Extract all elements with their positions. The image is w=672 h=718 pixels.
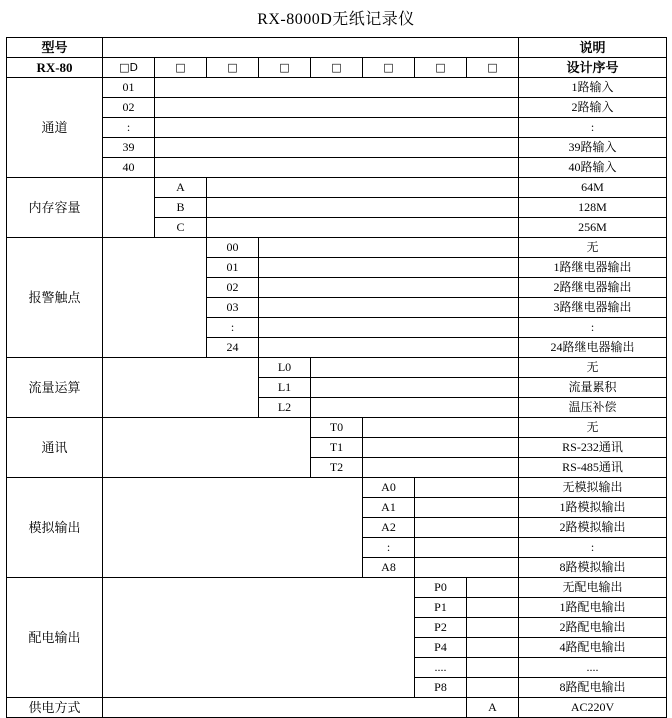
code-cell: L2 (259, 398, 311, 418)
code-cell: A (467, 698, 519, 718)
spacer-cell (207, 198, 519, 218)
table-row (7, 118, 667, 138)
code-cell: : (207, 318, 259, 338)
code-cell: P4 (415, 638, 467, 658)
code-cell: T0 (311, 418, 363, 438)
code-box-1: □D (103, 58, 155, 78)
spacer-cell (259, 338, 519, 358)
spacer-cell (155, 138, 519, 158)
spacer-cell (311, 358, 519, 378)
spacer-cell (103, 178, 155, 238)
desc-cell: 8路模拟输出 (519, 558, 667, 578)
code-box-8: □ (467, 58, 519, 78)
code-cell: T1 (311, 438, 363, 458)
spacer-cell (103, 478, 363, 578)
spacer-cell (415, 538, 519, 558)
desc-cell: 24路继电器输出 (519, 338, 667, 358)
section-label-flow: 流量运算 (7, 358, 103, 418)
desc-cell: 3路继电器输出 (519, 298, 667, 318)
table-row (7, 98, 667, 118)
section-label-power-supply: 供电方式 (7, 698, 103, 718)
spacer-cell (363, 438, 519, 458)
desc-cell: 4路配电输出 (519, 638, 667, 658)
section-label-power-dist: 配电输出 (7, 578, 103, 698)
table-row (7, 418, 667, 438)
code-cell: 40 (103, 158, 155, 178)
spacer-cell (207, 218, 519, 238)
section-label-memory: 内存容量 (7, 178, 103, 238)
table-row (7, 578, 667, 598)
table-header-row (7, 38, 667, 58)
code-cell: P2 (415, 618, 467, 638)
code-cell: 01 (207, 258, 259, 278)
table-row (7, 78, 667, 98)
spacer-cell (467, 618, 519, 638)
desc-cell: : (519, 318, 667, 338)
model-value: RX-80 (7, 58, 103, 78)
spacer-cell (311, 398, 519, 418)
desc-cell: 1路输入 (519, 78, 667, 98)
table-row (7, 478, 667, 498)
section-label-alarm: 报警触点 (7, 238, 103, 358)
spacer-cell (311, 378, 519, 398)
spacer-cell (415, 498, 519, 518)
desc-cell: : (519, 538, 667, 558)
spacer-cell (259, 238, 519, 258)
desc-cell: 无 (519, 238, 667, 258)
spacer-cell (363, 418, 519, 438)
desc-cell: 1路继电器输出 (519, 258, 667, 278)
table-row (7, 698, 667, 718)
desc-cell: 2路配电输出 (519, 618, 667, 638)
code-cell: B (155, 198, 207, 218)
code-box-3: □ (207, 58, 259, 78)
code-cell: L1 (259, 378, 311, 398)
code-cell: P8 (415, 678, 467, 698)
section-label-channel: 通道 (7, 78, 103, 178)
desc-cell: 2路继电器输出 (519, 278, 667, 298)
code-cell: 01 (103, 78, 155, 98)
code-cell: P1 (415, 598, 467, 618)
table-code-row (7, 58, 667, 78)
desc-cell: 无配电输出 (519, 578, 667, 598)
desc-cell: 流量累积 (519, 378, 667, 398)
desc-cell: : (519, 118, 667, 138)
code-cell: 02 (103, 98, 155, 118)
section-label-comm: 通讯 (7, 418, 103, 478)
spacer-cell (467, 638, 519, 658)
spacer-cell (103, 418, 311, 478)
desc-cell: 8路配电输出 (519, 678, 667, 698)
desc-cell: 无模拟输出 (519, 478, 667, 498)
table-row (7, 138, 667, 158)
spacer-cell (259, 298, 519, 318)
code-cell: C (155, 218, 207, 238)
code-cell: T2 (311, 458, 363, 478)
desc-cell: 温压补偿 (519, 398, 667, 418)
header-blank-span (103, 38, 519, 58)
design-seq-label: 设计序号 (519, 58, 667, 78)
header-model-label: 型号 (7, 38, 103, 58)
code-cell: A8 (363, 558, 415, 578)
code-cell: A (155, 178, 207, 198)
code-box-5: □ (311, 58, 363, 78)
code-cell: 02 (207, 278, 259, 298)
code-box-2: □ (155, 58, 207, 78)
code-cell: L0 (259, 358, 311, 378)
code-cell: A0 (363, 478, 415, 498)
desc-cell: AC220V (519, 698, 667, 718)
spacer-cell (259, 318, 519, 338)
desc-cell: 40路输入 (519, 158, 667, 178)
desc-cell: RS-232通讯 (519, 438, 667, 458)
code-cell: A1 (363, 498, 415, 518)
spacer-cell (155, 118, 519, 138)
code-box-4: □ (259, 58, 311, 78)
spacer-cell (415, 558, 519, 578)
code-cell: P0 (415, 578, 467, 598)
page-title: RX-8000D无纸记录仪 (257, 11, 415, 28)
code-cell: A2 (363, 518, 415, 538)
code-cell: 39 (103, 138, 155, 158)
spacer-cell (363, 458, 519, 478)
spacer-cell (103, 238, 207, 358)
spacer-cell (259, 278, 519, 298)
code-box-6: □ (363, 58, 415, 78)
desc-cell: 无 (519, 358, 667, 378)
code-cell: 00 (207, 238, 259, 258)
desc-cell: 无 (519, 418, 667, 438)
code-cell: 24 (207, 338, 259, 358)
code-box-7: □ (415, 58, 467, 78)
desc-cell: 256M (519, 218, 667, 238)
desc-cell: 2路模拟输出 (519, 518, 667, 538)
spacer-cell (467, 658, 519, 678)
desc-cell: 1路模拟输出 (519, 498, 667, 518)
spacer-cell (467, 578, 519, 598)
desc-cell: 64M (519, 178, 667, 198)
spacer-cell (103, 358, 259, 418)
table-row (7, 238, 667, 258)
spacer-cell (155, 78, 519, 98)
code-cell: 03 (207, 298, 259, 318)
table-row (7, 358, 667, 378)
desc-cell: 128M (519, 198, 667, 218)
desc-cell: 2路输入 (519, 98, 667, 118)
model-code-table (6, 37, 667, 718)
table-row (7, 178, 667, 198)
table-row (7, 158, 667, 178)
desc-cell: 39路输入 (519, 138, 667, 158)
header-desc-label: 说明 (519, 38, 667, 58)
desc-cell: .... (519, 658, 667, 678)
spacer-cell (207, 178, 519, 198)
spacer-cell (415, 518, 519, 538)
desc-cell: 1路配电输出 (519, 598, 667, 618)
spacer-cell (415, 478, 519, 498)
spacer-cell (103, 578, 415, 698)
section-label-analog: 模拟输出 (7, 478, 103, 578)
code-cell: : (103, 118, 155, 138)
spacer-cell (103, 698, 467, 718)
desc-cell: RS-485通讯 (519, 458, 667, 478)
spacer-cell (155, 98, 519, 118)
spacer-cell (467, 598, 519, 618)
code-cell: : (363, 538, 415, 558)
spacer-cell (259, 258, 519, 278)
spacer-cell (155, 158, 519, 178)
spacer-cell (467, 678, 519, 698)
code-cell: .... (415, 658, 467, 678)
